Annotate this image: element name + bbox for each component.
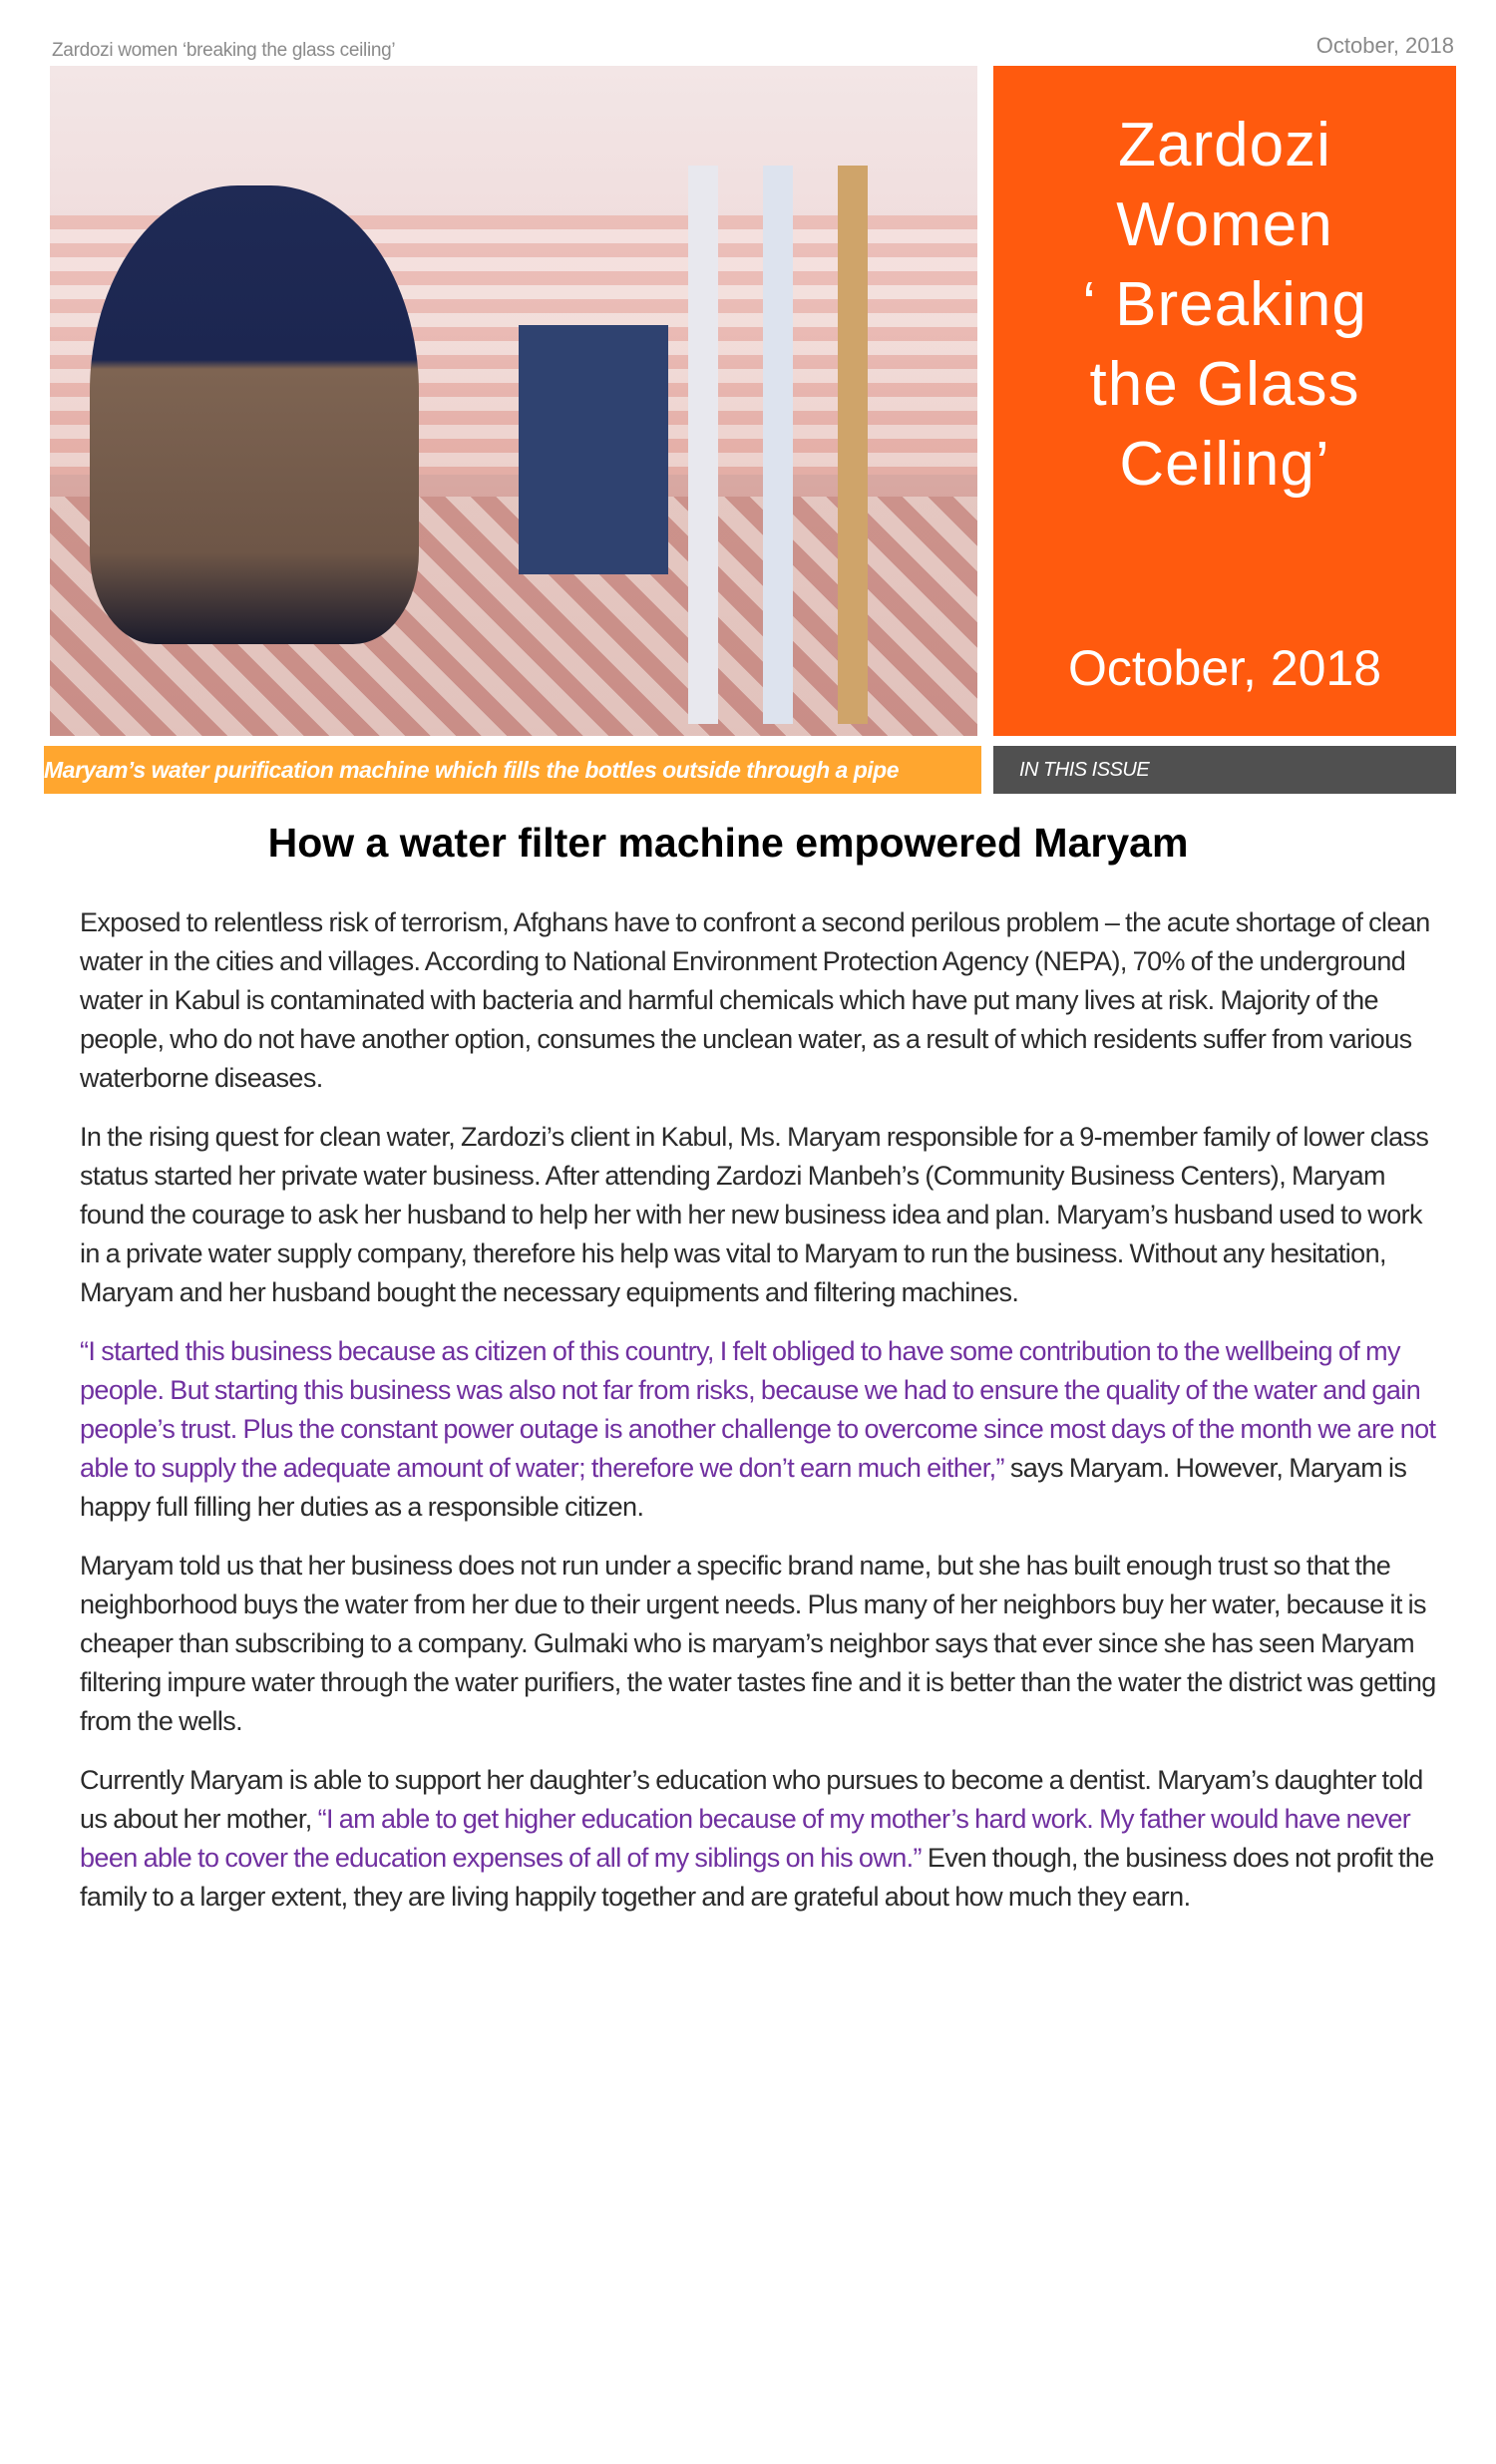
- paragraph-text: Even though, the business does not profit the family to a larger extent, they are living happily together and are grateful about how much they earn.: [80, 1843, 1434, 1912]
- photo-water-filter-machine: [628, 166, 928, 724]
- paragraph: Exposed to relentless risk of terrorism, Afghans have to confront a second perilous problem – the acute shortage of clean water in the cities and villages. According to National Environment Protection Agency (NEPA), 70% of the underground water in Kabul is contaminated with bacteria and harmful chemicals which have put many lives at risk. Majority of the people, who do not have another option, consumes the unclean water, as a result of which residents suffer from various waterborne diseases.: [80, 907, 1430, 1093]
- photo-caption: Maryam’s water purification machine which fills the bottles outside through a pipe: [44, 746, 981, 794]
- article-photo: [50, 66, 977, 736]
- paragraph: [80, 1761, 1441, 1917]
- in-this-issue-label: IN THIS ISSUE: [993, 746, 1456, 794]
- paragraph: In the rising quest for clean water, Zardozi’s client in Kabul, Ms. Maryam responsible for a 9-member family of lower class status started her private water business. After attending Zardozi Manbeh’s (Community Business Centers), Maryam found the courage to ask her husband to help her with her new business idea and plan. Maryam’s husband used to work in a private water supply company, therefore his help was vital to Maryam to run the business. Without any hesitation, Maryam and her husband bought the necessary equipments and filtering machines.: [80, 1122, 1429, 1307]
- paragraph-text: Currently Maryam is able to support her daughter’s education who pursues to become a dentist. Maryam’s daughter told us about her mother,: [80, 1765, 1423, 1834]
- cover-title-line: the Glass: [1089, 350, 1360, 419]
- article-body: [80, 903, 1441, 1936]
- cover-title-line: Zardozi: [1118, 111, 1331, 179]
- cover-panel: [993, 66, 1456, 736]
- paragraph-text: says Maryam. However, Maryam is happy full filling her duties as a responsible citizen.: [80, 1453, 1407, 1522]
- cover-date: October, 2018: [1067, 640, 1382, 696]
- cover-title-line: Women: [1116, 190, 1333, 259]
- cover-title: [993, 106, 1456, 505]
- running-header-title: Zardozi women ‘breaking the glass ceiling’: [52, 40, 396, 61]
- cover-title-line: ‘ Breaking: [1082, 270, 1367, 339]
- paragraph: [80, 1332, 1441, 1527]
- running-header-date: October, 2018: [1315, 33, 1454, 58]
- paragraph: Maryam told us that her business does not run under a specific brand name, but she has built enough trust so that the neighborhood buys the water from her due to their urgent needs. Plus many of her neighbors buy her water, because it is cheaper than subscribing to a company. Gulmaki who is maryam’s neighbor says that ever since she has seen Maryam filtering impure water through the water purifiers, the water tastes fine and it is better than the water the district was getting from the wells.: [80, 1551, 1436, 1736]
- quote: “I started this business because as citizen of this country, I felt obliged to have some contribution to the wellbeing of my people. But starting this business was also not far from risks, because we had to ensure the quality of the water and gain people’s trust. Plus the constant power outage is another challenge to overcome since most days of the month we are not able to supply the adequate amount of water; therefore we don’t earn much either,”: [80, 1336, 1436, 1483]
- quote: “I am able to get higher education because of my mother’s hard work. My father would have never been able to cover the education expenses of all of my siblings on his own.”: [80, 1804, 1411, 1873]
- cover-title-line: Ceiling’: [1119, 430, 1330, 499]
- photo-woman: [90, 185, 419, 644]
- article-title: How a water filter machine empowered Maryam: [267, 820, 1189, 866]
